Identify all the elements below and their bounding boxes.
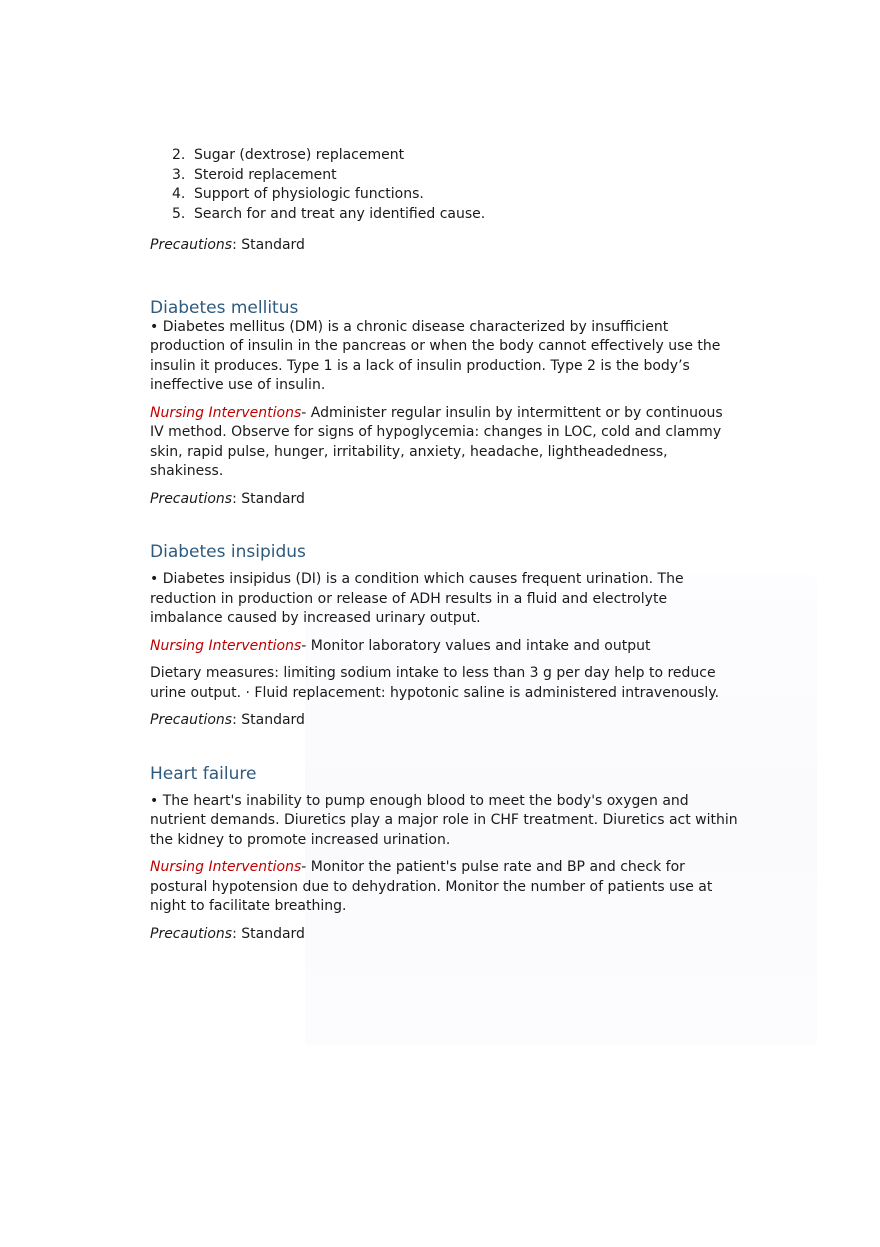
nursing-interventions-label: Nursing Interventions <box>150 637 302 654</box>
nursing-interventions <box>150 858 740 917</box>
precautions-line <box>150 236 740 256</box>
nursing-interventions-label: Nursing Interventions <box>150 859 302 875</box>
precautions-value: : Standard <box>232 925 305 942</box>
document-page <box>150 146 740 944</box>
list-number: 4. <box>172 186 186 202</box>
nursing-interventions-text: - Monitor the patient's pulse rate and BP and check for postural hypotension due to dehydration. Monitor the number of patients use at night to facilitate breathing. <box>150 859 713 914</box>
nursing-interventions <box>150 637 740 657</box>
precautions-label: Precautions <box>150 712 233 728</box>
precautions-line <box>150 490 740 510</box>
precautions-line <box>150 711 740 731</box>
precautions-line <box>150 925 740 945</box>
precautions-value: : Standard <box>232 490 305 507</box>
list-number: 3. <box>172 166 186 183</box>
nursing-interventions <box>150 404 740 482</box>
list-item <box>172 205 740 225</box>
dietary-measures: Dietary measures: limiting sodium intake to less than 3 g per day help to reduce urine output. · Fluid replacement: hypotonic saline is administered intravenously. <box>150 665 720 701</box>
section-title: Diabetes insipidus <box>150 542 306 562</box>
section-title: Heart failure <box>150 763 257 784</box>
section-title: Diabetes mellitus <box>150 297 299 318</box>
list-text: Search for and treat any identified cause. <box>194 205 486 222</box>
list-number: 2. <box>172 147 186 163</box>
precautions-label: Precautions <box>150 925 233 942</box>
list-item <box>172 166 740 186</box>
nursing-interventions-text: - Monitor laboratory values and intake and output <box>301 637 651 654</box>
section-description: • The heart's inability to pump enough blood to meet the body's oxygen and nutrient demands. Diuretics play a major role in CHF treatment. Diuretics act within the kidney to promote increased urination. <box>150 792 738 848</box>
precautions-label: Precautions <box>150 490 233 507</box>
precautions-value: : Standard <box>232 237 305 253</box>
list-number: 5. <box>172 205 186 222</box>
list-text: Steroid replacement <box>194 166 337 183</box>
section-description: • Diabetes mellitus (DM) is a chronic disease characterized by insufficient production of insulin in the pancreas or when the body cannot effectively use the insulin it produces. Type 1 is a lack of insulin production. Type 2 is the body’s ineffective use of insulin. <box>150 318 721 393</box>
precautions-value: : Standard <box>232 712 305 728</box>
precautions-label: Precautions <box>150 237 233 253</box>
list-text: Support of physiologic functions. <box>194 186 424 202</box>
section-diabetes-insipidus <box>150 542 740 731</box>
section-diabetes-mellitus <box>150 298 740 510</box>
section-heart-failure <box>150 764 740 945</box>
treatment-list <box>150 146 740 224</box>
list-item <box>172 185 740 205</box>
nursing-interventions-text: - Administer regular insulin by intermittent or by continuous IV method. Observe for signs of hypoglycemia: changes in LOC, cold and clammy skin, rapid pulse, hunger, irritability, anxiety, headache, lightheadedness, shakiness. <box>150 404 723 479</box>
section-description: • Diabetes insipidus (DI) is a condition which causes frequent urination. The reduction in production or release of ADH results in a fluid and electrolyte imbalance caused by increased urinary output. <box>150 571 684 626</box>
list-text: Sugar (dextrose) replacement <box>194 147 405 163</box>
list-item <box>172 146 740 166</box>
nursing-interventions-label: Nursing Interventions <box>150 404 302 421</box>
